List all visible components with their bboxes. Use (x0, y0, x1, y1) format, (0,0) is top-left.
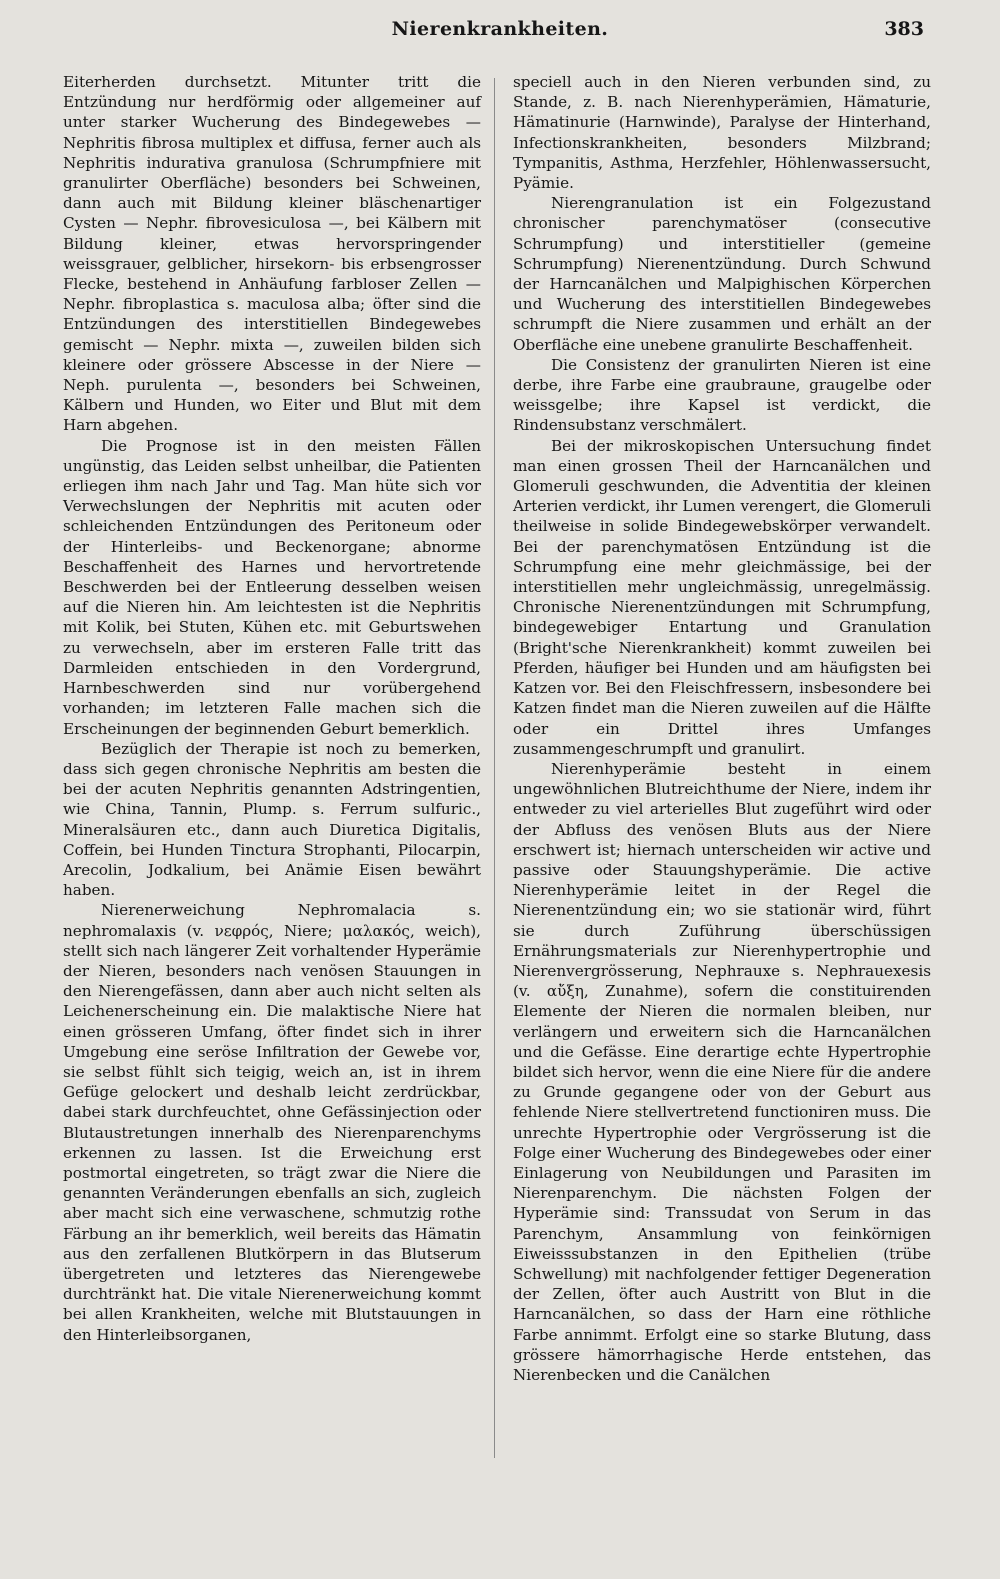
column-divider (494, 78, 495, 1458)
left-paragraph-1: Eiterherden durchsetzt. Mitunter tritt die Entzündung nur herdförmig oder allgemeiner auf unter starker Wucherung des Bindegewebes — Nephritis fibrosa multiplex et diffusa, ferner auch als Nephritis indurativa granulosa (Schrumpfniere mit granulirter Oberfläche) besonders bei Schweinen, dann auch mit Bildung kleiner bläschenartiger Cysten — Nephr. fibrovesiculosa —, bei Kälbern mit Bildung kleiner, etwas hervorspringender weissgrauer, gelblicher, hirsekorn- bis erbsengrosser Flecke, bestehend in Anhäufung farbloser Zellen — Nephr. fibroplastica s. maculosa alba; öfter sind die Entzündungen des interstitiellen Bindegewebes gemischt — Nephr. mixta —, zuweilen bilden sich kleinere oder grössere Abscesse in der Niere — Neph. purulenta —, besonders bei Schweinen, Kälbern und Hunden, wo Eiter und Blut mit dem Harn abgehen. (63, 73, 481, 435)
running-head (0, 18, 1000, 46)
page-number: 383 (884, 18, 924, 40)
left-paragraph-3: Bezüglich der Therapie ist noch zu bemerken, dass sich gegen chronische Nephritis am besten die bei der acuten Nephritis genannten Adstringentien, wie China, Tannin, Plump. s. Ferrum sulfuric., Mineralsäuren etc., dann auch Diuretica Digitalis, Coffein, bei Hunden Tinctura Strophanti, Pilocarpin, Arecolin, Jodkalium, bei Anämie Eisen bewährt haben. (63, 739, 481, 900)
left-paragraph-2: Die Prognose ist in den meisten Fällen ungünstig, das Leiden selbst unheilbar, die Patienten erliegen ihm nach Jahr und Tag. Man hüte sich vor Verwechslungen der Nephritis mit acuten oder schleichenden Entzündungen des Peritoneum oder der Hinterleibs- und Beckenorgane; abnorme Beschaffenheit des Harnes und hervortretende Beschwerden bei der Entleerung desselben weisen auf die Nieren hin. Am leichtesten ist die Nephritis mit Kolik, bei Stuten, Kühen etc. mit Geburtswehen zu verwechseln, aber im ersteren Falle tritt das Darmleiden entschieden in den Vordergrund, Harnbeschwerden sind nur vorübergehend vorhanden; im letzteren Falle machen sich die Erscheinungen der beginnenden Geburt bemerklich. (63, 436, 481, 738)
right-paragraph-2: Nierengranulation ist ein Folgezustand chronischer parenchymatöser (consecutive Schrumpfung) und interstitieller (gemeine Schrumpfung) Nierenentzündung. Durch Schwund der Harncanälchen und Malpighischen Körperchen und Wucherung des interstitiellen Bindegewebes schrumpft die Niere zusammen und erhält an der Oberfläche eine unebene granulirte Beschaffenheit. (513, 194, 931, 354)
right-paragraph-4: Bei der mikroskopischen Untersuchung findet man einen grossen Theil der Harncanälchen und Glomeruli geschwunden, die Adventitia der kleinen Arterien verdickt, ihr Lumen verengert, die Glomeruli theilweise in solide Bindegewebskörper verwandelt. Bei der parenchymatösen Entzündung ist die Schrumpfung eine mehr gleichmässige, bei der interstitiellen mehr ungleichmässig, unregelmässig. Chronische Nierenentzündungen mit Schrumpfung, bindegewebiger Entartung und Granulation (Bright'sche Nierenkrankheit) kommt zuweilen bei Pferden, häufiger bei Hunden und am häufigsten bei Katzen vor. Bei den Fleischfressern, insbesondere bei Katzen findet man die Nieren zuweilen auf die Hälfte oder ein Drittel ihres Umfanges zusammengeschrumpft und granulirt. (513, 436, 931, 758)
right-paragraph-3: Die Consistenz der granulirten Nieren ist eine derbe, ihre Farbe eine graubraune, graugelbe oder weissgelbe; ihre Kapsel ist verdickt, die Rindensubstanz verschmälert. (513, 355, 931, 435)
right-paragraph-1: speciell auch in den Nieren verbunden sind, zu Stande, z. B. nach Nierenhyperämien, Hämaturie, Hämatinurie (Harnwinde), Paralyse der Hinterhand, Infectionskrankheiten, besonders Milzbrand; Tympanitis, Asthma, Herzfehler, Höhlenwassersucht, Pyämie. (513, 73, 931, 193)
page-title: Nierenkrankheiten. (391, 18, 609, 40)
left-column (63, 72, 481, 1345)
right-column (513, 72, 931, 1385)
left-paragraph-4: Nierenerweichung Nephromalacia s. nephromalaxis (v. νεφρός, Niere; μαλακός, weich), stellt sich nach längerer Zeit vorhaltender Hyperämie der Nieren, besonders nach venösen Stauungen in den Nierengefässen, dann aber auch nicht selten als Leichenerscheinung ein. Die malaktische Niere hat einen grösseren Umfang, öfter findet sich in ihrer Umgebung eine seröse Infiltration der Gewebe vor, sie selbst fühlt sich teigig, weich an, ist in ihrem Gefüge gelockert und deshalb leicht zerdrückbar, dabei stark durchfeuchtet, ohne Gefässinjection oder Blutaustretungen innerhalb des Nierenparenchyms erkennen zu lassen. Ist die Erweichung erst postmortal eingetreten, so trägt zwar die Niere die genannten Veränderungen ebenfalls an sich, zugleich aber macht sich eine verwaschene, schmutzig rothe Färbung an ihr bemerklich, weil bereits das Hämatin aus den zerfallenen Blutkörpern in das Blutserum übergetreten und letzteres das Nierengewebe durchtränkt hat. Die vitale Nierenerweichung kommt bei allen Krankheiten, welche mit Blutstauungen in den Hinterleibsorganen, (63, 901, 481, 1344)
right-paragraph-5: Nierenhyperämie besteht in einem ungewöhnlichen Blutreichthume der Niere, indem ihr entweder zu viel arterielles Blut zugeführt wird oder der Abfluss des venösen Bluts aus der Niere erschwert ist; hiernach unterscheiden wir active und passive oder Stauungshyperämie. Die active Nierenhyperämie leitet in der Regel die Nierenentzündung ein; wo sie stationär wird, führt sie durch Zuführung überschüssigen Ernährungsmaterials zur Nierenhypertrophie und Nierenvergrösserung, Nephrauxe s. Nephrauexesis (v. αὔξη, Zunahme), sofern die constituirenden Elemente der Nieren die normalen bleiben, nur verlängern und erweitern sich die Harncanälchen und die Gefässe. Eine derartige echte Hypertrophie bildet sich hervor, wenn die eine Niere für die andere zu Grunde gegangene oder von der Geburt aus fehlende Niere stellvertretend functioniren muss. Die unrechte Hypertrophie oder Vergrösserung ist die Folge einer Wucherung des Bindegewebes oder einer Einlagerung von Neubildungen und Parasiten im Nierenparenchym. Die nächsten Folgen der Hyperämie sind: Transsudat von Serum in das Parenchym, Ansammlung von feinkörnigen Eiweisssubstanzen in den Epithelien (trübe Schwellung) mit nachfolgender fettiger Degeneration der Zellen, öfter auch Austritt von Blut in die Harncanälchen, so dass der Harn eine röthliche Farbe annimmt. Erfolgt eine so starke Blutung, dass grössere hämorrhagische Herde entstehen, das Nierenbecken und die Canälchen (513, 759, 931, 1384)
